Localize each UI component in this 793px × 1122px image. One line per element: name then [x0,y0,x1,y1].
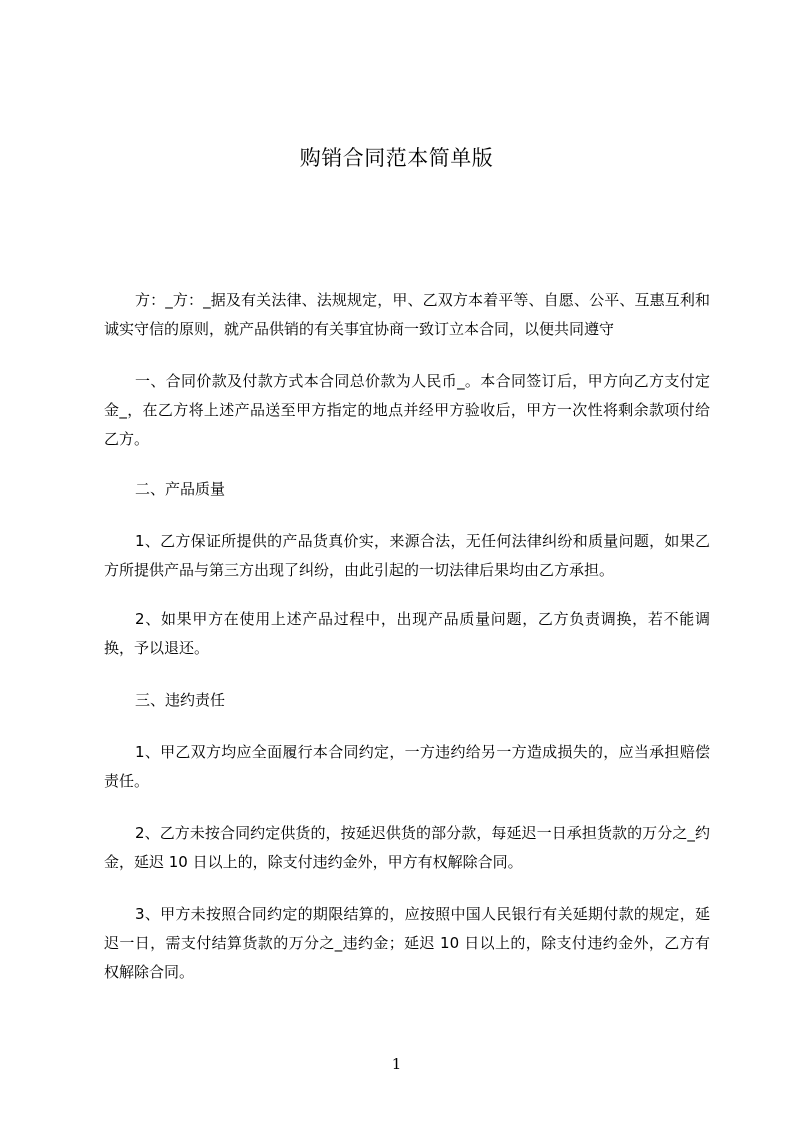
section-3-item-3: 3、甲方未按照合同约定的期限结算的，应按照中国人民银行有关延期付款的规定，延迟一日，需支付结算货款的万分之_违约金；延迟 10 日以上的，除支付违约金外，乙方有权解除合同。 [104,905,710,981]
section-3-heading: 三、违约责任 [135,691,226,709]
section-3-item-2: 2、乙方未按合同约定供货的，按延迟供货的部分款，每延迟一日承担货款的万分之_约金，延迟 10 日以上的，除支付违约金外，甲方有权解除合同。 [104,824,710,871]
page-number: 1 [391,1055,402,1073]
section-2-item-1: 1、乙方保证所提供的产品货真价实，来源合法，无任何法律纠纷和质量问题，如果乙方所提供产品与第三方出现了纠纷，由此引起的一切法律后果均由乙方承担。 [104,532,710,579]
section-3-item-1: 1、甲乙双方均应全面履行本合同约定，一方违约给另一方造成损失的，应当承担赔偿责任。 [104,743,710,790]
section-1-paragraph: 一、合同价款及付款方式本合同总价款为人民币_。本合同签订后，甲方向乙方支付定金_，在乙方将上述产品送至甲方指定的地点并经甲方验收后，甲方一次性将剩余款项付给乙方。 [104,372,710,448]
section-2-heading: 二、产品质量 [135,480,226,498]
section-2-item-2: 2、如果甲方在使用上述产品过程中，出现产品质量问题，乙方负责调换，若不能调换，予以退还。 [104,610,710,657]
intro-paragraph: 方：_方：_据及有关法律、法规规定，甲、乙双方本着平等、自愿、公平、互惠互利和诚实守信的原则，就产品供销的有关事宜协商一致订立本合同，以便共同遵守 [104,291,710,338]
document-title: 购销合同范本简单版 [299,146,494,170]
